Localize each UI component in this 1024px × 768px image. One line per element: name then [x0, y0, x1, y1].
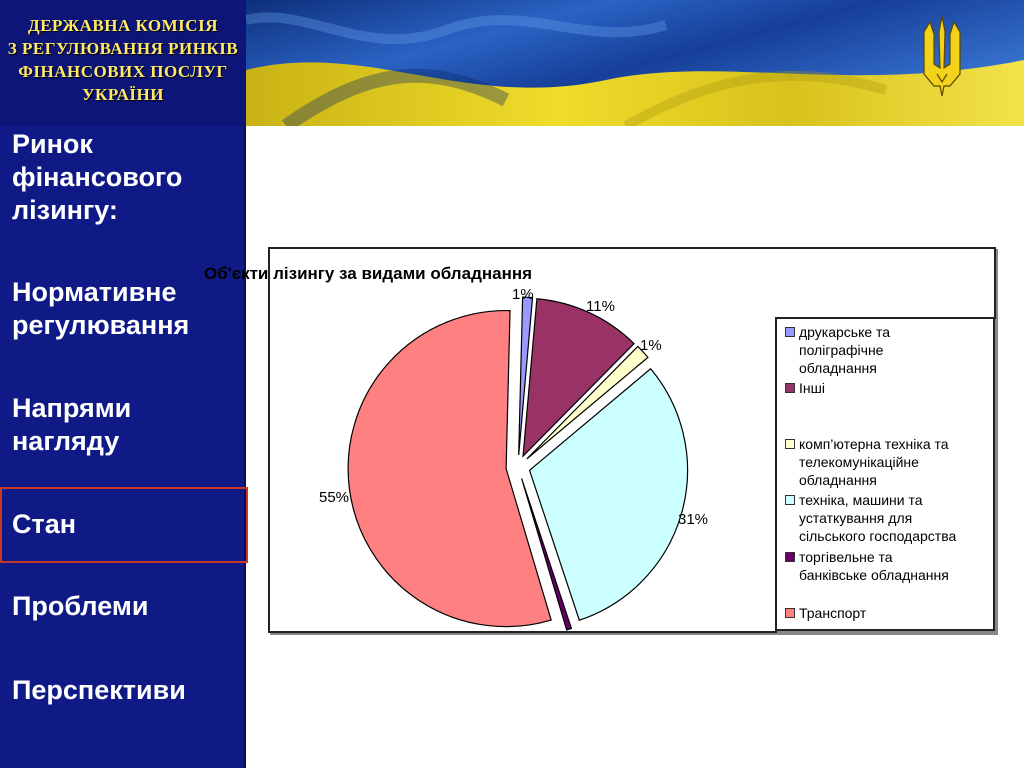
legend-item	[785, 491, 993, 545]
chart-title: Об'єкти лізингу за видами обладнання	[203, 264, 533, 283]
nav-item-regulation[interactable]	[12, 276, 189, 342]
org-title-line: УКРАЇНИ	[82, 85, 164, 104]
legend-label: сільського господарства	[799, 528, 957, 544]
legend-label: друкарське та	[799, 324, 891, 340]
legend-label: телекомунікаційне	[799, 454, 919, 470]
legend-label: обладнання	[799, 472, 877, 488]
nav-item-prospects[interactable]	[12, 674, 186, 707]
legend-item	[785, 604, 993, 622]
legend-swatch	[785, 327, 795, 337]
legend-label: обладнання	[799, 360, 877, 376]
legend-swatch	[785, 608, 795, 618]
nav-item-label: фінансового	[12, 162, 183, 192]
nav-item-label: Проблеми	[12, 591, 149, 621]
nav-item-market[interactable]	[12, 128, 182, 227]
sidebar	[0, 0, 246, 768]
flag-image	[246, 0, 1024, 126]
nav-item-label: Ринок	[12, 129, 93, 159]
nav-item-supervision[interactable]	[12, 392, 131, 458]
nav-item-label: Перспективи	[12, 675, 186, 705]
slice-label-transport: 55%	[319, 489, 350, 506]
nav-item-label: Напрями	[12, 393, 132, 423]
legend-label: техніка, машини та	[799, 492, 923, 508]
legend-label: Інші	[799, 380, 825, 396]
slice-label-computers: 1%	[640, 337, 662, 354]
org-title	[0, 0, 246, 126]
org-title-line: ФІНАНСОВИХ ПОСЛУГ	[18, 62, 228, 81]
legend-swatch	[785, 495, 795, 505]
legend-swatch	[785, 439, 795, 449]
nav-item-problems[interactable]	[12, 590, 148, 623]
legend-item	[785, 323, 993, 377]
nav-item-label: Нормативне	[12, 277, 177, 307]
legend-swatch	[785, 383, 795, 393]
legend-label: комп’ютерна техніка та	[799, 436, 949, 452]
chart-legend	[775, 317, 995, 631]
legend-swatch	[785, 552, 795, 562]
legend-item	[785, 379, 993, 397]
nav-item-label: лізингу:	[12, 195, 118, 225]
flag-banner	[246, 0, 1024, 126]
slice-label-printing: 1%	[512, 286, 534, 303]
legend-item	[785, 548, 993, 584]
nav-item-label: регулювання	[12, 310, 190, 340]
org-title-line: ДЕРЖАВНА КОМІСІЯ	[28, 16, 218, 35]
slice-label-other: 11%	[586, 298, 615, 315]
legend-label: Транспорт	[799, 605, 867, 621]
legend-item	[785, 435, 993, 489]
legend-label: банківське обладнання	[799, 567, 949, 583]
nav-item-label: Стан	[12, 509, 77, 539]
legend-label: поліграфічне	[799, 342, 884, 358]
legend-label: торгівельне та	[799, 549, 893, 565]
slice-label-agriculture: 31%	[678, 511, 709, 528]
trident-icon	[920, 12, 964, 102]
nav-item-label: нагляду	[12, 426, 120, 456]
org-title-line: З РЕГУЛЮВАННЯ РИНКІВ	[7, 39, 239, 58]
nav-selected-highlight	[0, 487, 248, 563]
legend-label: устаткування для	[799, 510, 913, 526]
